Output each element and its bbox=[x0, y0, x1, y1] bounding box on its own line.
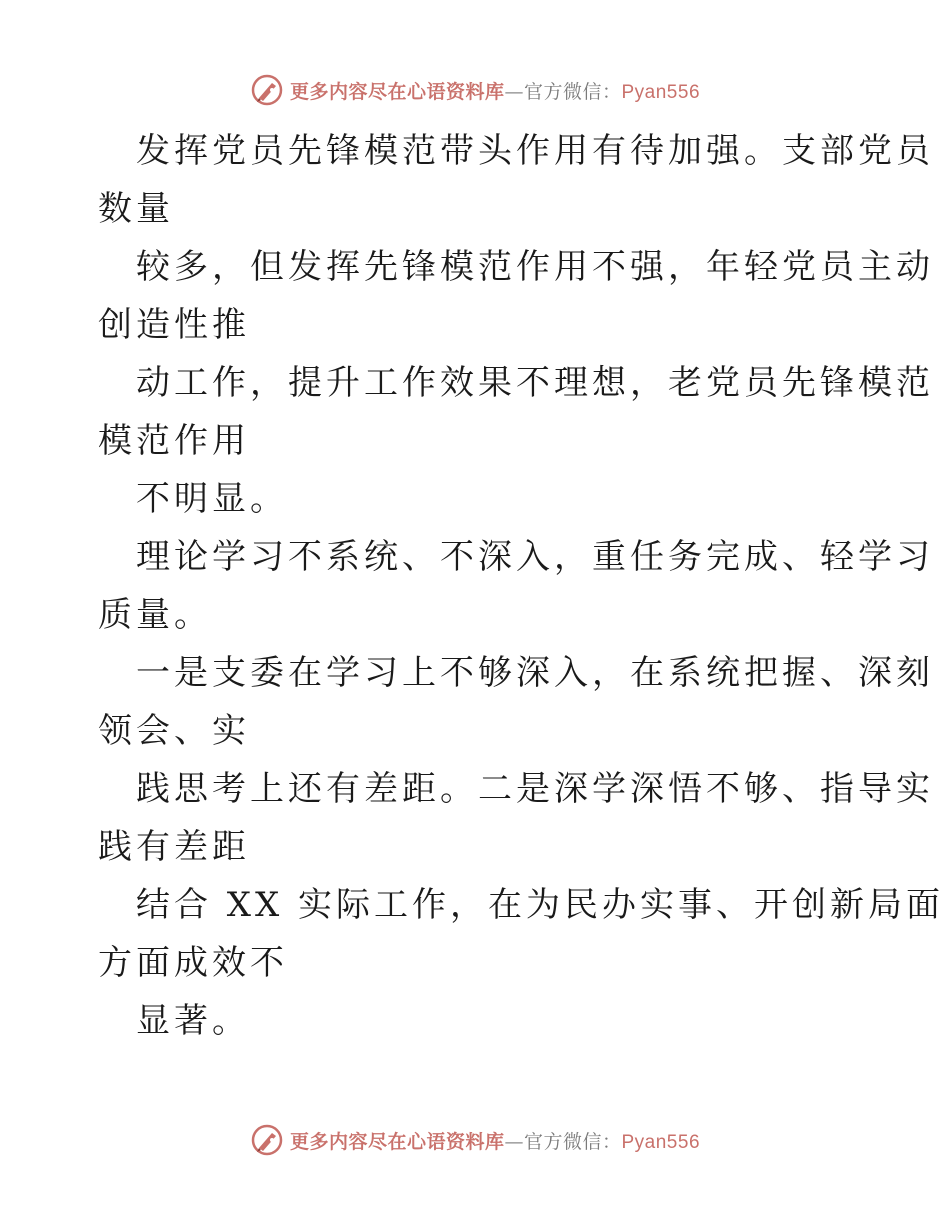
body-line: 一是支委在学习上不够深入，在系统把握、深刻 bbox=[136, 653, 934, 693]
header-text bbox=[290, 77, 700, 104]
header-wechat-label: 官方微信： bbox=[523, 80, 622, 103]
header-watermark bbox=[0, 70, 950, 110]
body-line: 不明显。 bbox=[136, 479, 288, 519]
header-separator: — bbox=[504, 80, 524, 103]
footer-wechat-handle: Pyan556 bbox=[621, 1131, 701, 1153]
footer-site-text: 更多内容尽在心语资料库 bbox=[289, 1130, 505, 1153]
body-line: 结合 XX 实际工作，在为民办实事、开创新局面 bbox=[136, 885, 945, 925]
pen-logo-icon bbox=[250, 73, 284, 107]
body-line: 显著。 bbox=[136, 1001, 250, 1041]
footer-wechat-label: 官方微信： bbox=[523, 1130, 622, 1153]
body-line: 较多，但发挥先锋模范作用不强，年轻党员主动 bbox=[136, 247, 934, 287]
footer-separator: — bbox=[504, 1130, 524, 1153]
body-line: 理论学习不系统、不深入，重任务完成、轻学习 bbox=[136, 537, 934, 577]
body-line: 动工作，提升工作效果不理想，老党员先锋模范 bbox=[136, 363, 934, 403]
footer-text bbox=[290, 1127, 700, 1154]
header-wechat-handle: Pyan556 bbox=[621, 81, 701, 103]
header-site-text: 更多内容尽在心语资料库 bbox=[289, 80, 505, 103]
footer-watermark bbox=[0, 1120, 950, 1160]
body-line: 数量 bbox=[98, 189, 174, 229]
body-line: 领会、实 bbox=[98, 711, 250, 751]
body-line: 模范作用 bbox=[98, 421, 250, 461]
body-line: 创造性推 bbox=[98, 305, 250, 345]
document-body bbox=[98, 122, 945, 1050]
body-line: 践有差距 bbox=[98, 827, 250, 867]
pen-logo-icon bbox=[250, 1123, 284, 1157]
body-line: 方面成效不 bbox=[98, 943, 288, 983]
body-line: 践思考上还有差距。二是深学深悟不够、指导实 bbox=[136, 769, 934, 809]
body-line: 质量。 bbox=[98, 595, 212, 635]
body-line: 发挥党员先锋模范带头作用有待加强。支部党员 bbox=[136, 131, 934, 171]
